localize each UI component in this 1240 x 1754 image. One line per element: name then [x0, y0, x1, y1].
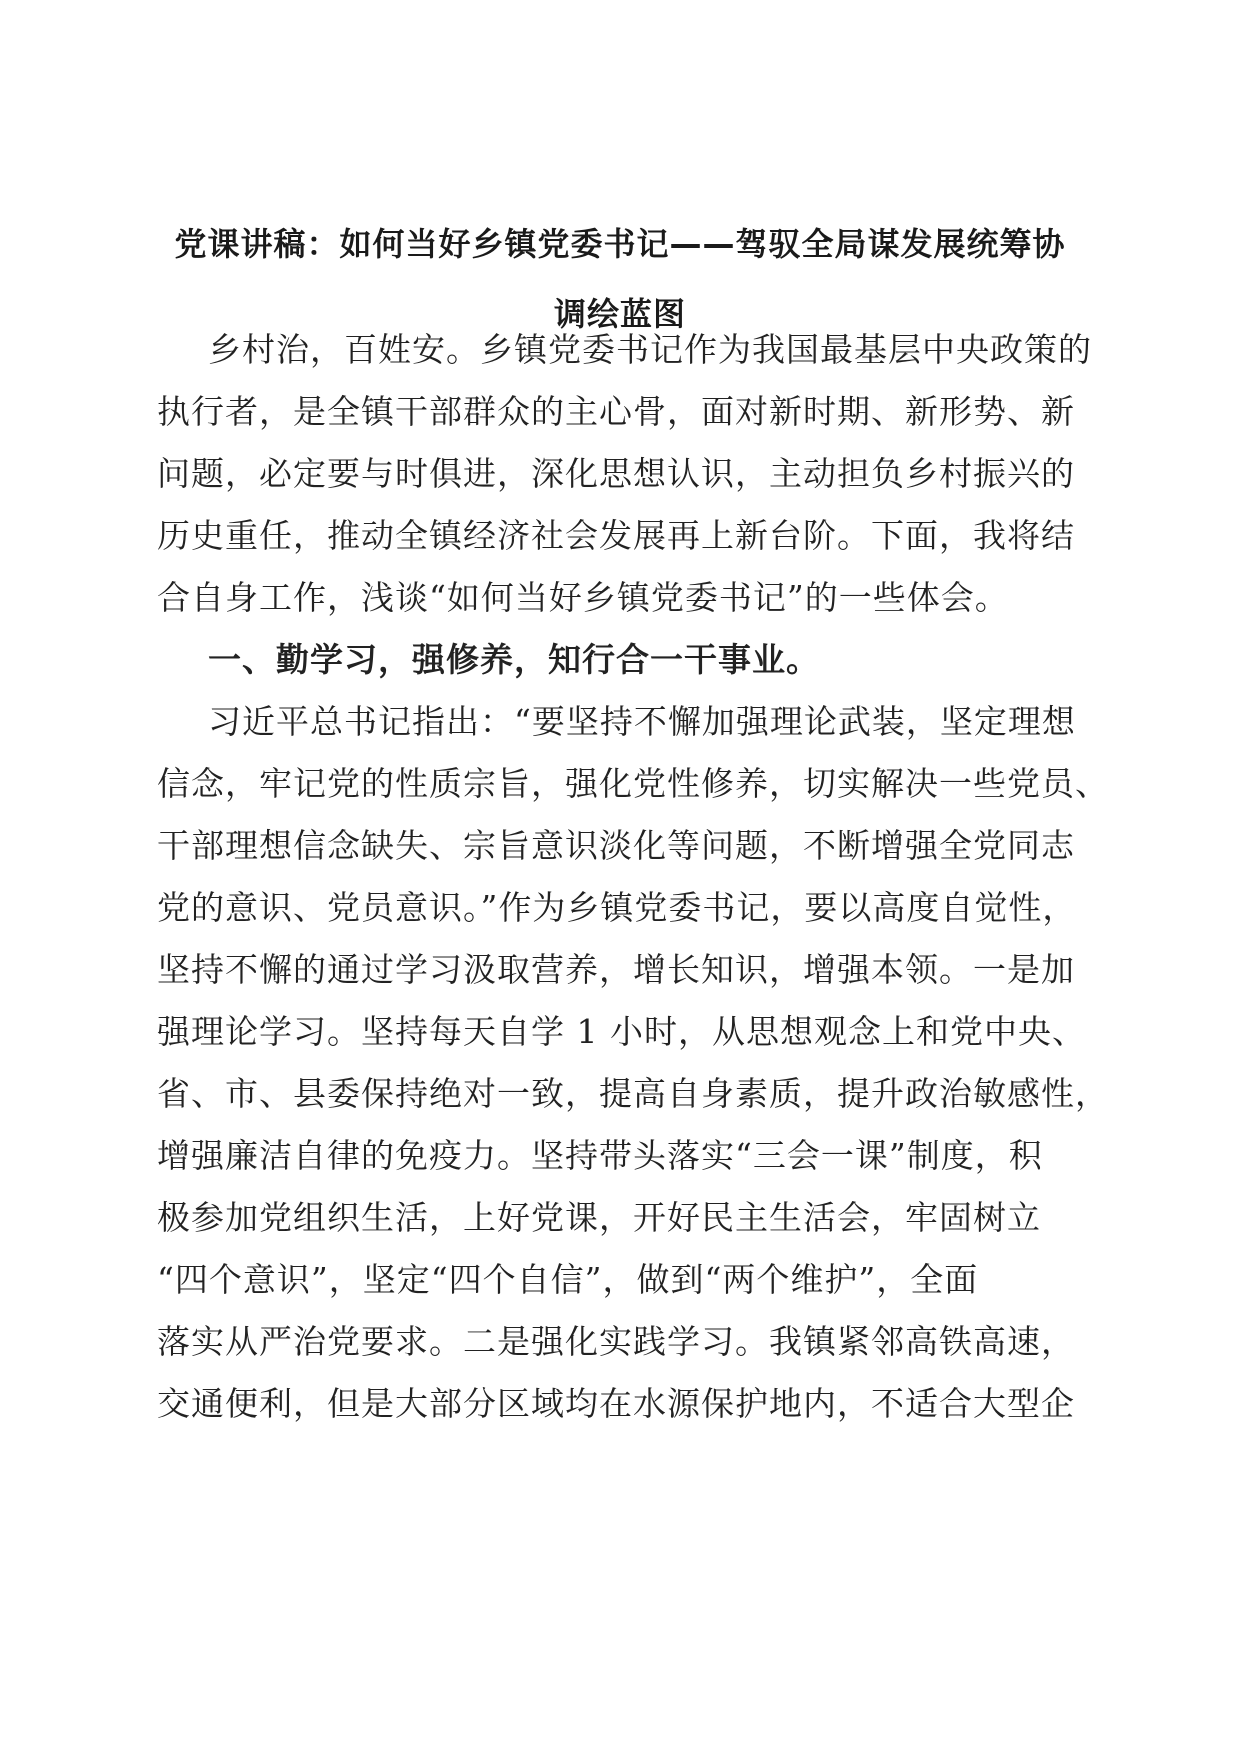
document-title-line-1: 党课讲稿：如何当好乡镇党委书记——驾驭全局谋发展统筹协	[174, 225, 1066, 263]
paragraph-line: 问题，必定要与时俱进，深化思想认识，主动担负乡村振兴的	[157, 454, 1075, 493]
paragraph-line: 强理论学习。坚持每天自学 1 小时，从思想观念上和党中央、	[157, 1012, 1086, 1051]
paragraph-line: 增强廉洁自律的免疫力。坚持带头落实“三会一课”制度，积	[157, 1136, 1043, 1175]
paragraph-line: “四个意识”，坚定“四个自信”，做到“两个维护”，全面	[157, 1260, 979, 1299]
paragraph-line: 习近平总书记指出：“要坚持不懈加强理论武装，坚定理想	[208, 702, 1076, 741]
paragraph-line: 干部理想信念缺失、宗旨意识淡化等问题，不断增强全党同志	[157, 826, 1075, 865]
paragraph-line: 极参加党组织生活，上好党课，开好民主生活会，牢固树立	[157, 1198, 1041, 1237]
paragraph-line: 合自身工作，浅谈“如何当好乡镇党委书记”的一些体会。	[157, 578, 1009, 617]
paragraph-line: 乡村治，百姓安。乡镇党委书记作为我国最基层中央政策的	[208, 330, 1092, 369]
paragraph-line: 省、市、县委保持绝对一致，提高自身素质，提升政治敏感性，	[157, 1074, 1109, 1113]
paragraph-line: 历史重任，推动全镇经济社会发展再上新台阶。下面，我将结	[157, 516, 1075, 555]
paragraph-line: 落实从严治党要求。二是强化实践学习。我镇紧邻高铁高速，	[157, 1322, 1075, 1361]
section-heading: 一、勤学习，强修养，知行合一干事业。	[208, 640, 820, 679]
paragraph-line: 执行者，是全镇干部群众的主心骨，面对新时期、新形势、新	[157, 392, 1075, 431]
document-title-line-2: 调绘蓝图	[553, 295, 686, 333]
paragraph-line: 党的意识、党员意识。”作为乡镇党委书记，要以高度自觉性，	[157, 888, 1077, 927]
paragraph-line: 坚持不懈的通过学习汲取营养，增长知识，增强本领。一是加	[157, 950, 1075, 989]
paragraph-line: 信念，牢记党的性质宗旨，强化党性修养，切实解决一些党员、	[157, 764, 1109, 803]
paragraph-line: 交通便利，但是大部分区域均在水源保护地内，不适合大型企	[157, 1384, 1075, 1423]
